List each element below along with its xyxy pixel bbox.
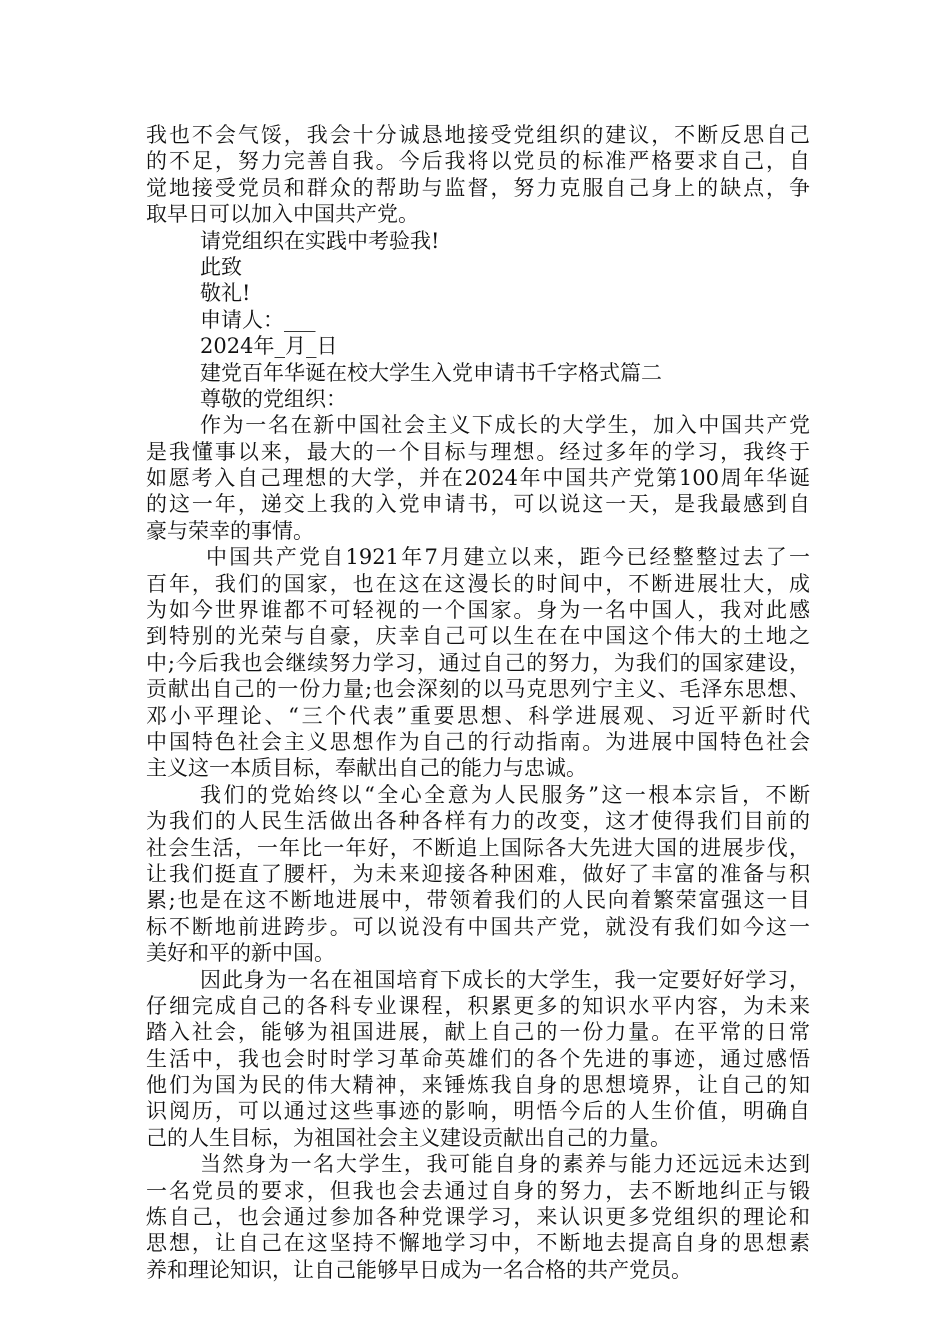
text-line: 养和理论知识，让自己能够早日成为一名合格的共产党员。	[146, 1257, 692, 1282]
paragraph-2	[146, 544, 810, 782]
applicant-line: 申请人：___	[200, 307, 316, 332]
section-title: 建党百年华诞在校大学生入党申请书千字格式篇二	[200, 360, 662, 385]
text-line: 仔细完成自己的各科专业课程，积累更多的知识水平内容，为未来	[146, 993, 810, 1018]
text-line: 他们为国为民的伟大精神，来锤炼我自身的思想境界，让自己的知	[146, 1073, 810, 1098]
text-line: 的不足，努力完善自我。今后我将以党员的标准严格要求自己，自	[146, 149, 810, 174]
text-line: 社会生活，一年比一年好，不断追上国际各大先进大国的进展步伐，	[146, 835, 810, 860]
text-line: 觉地接受党员和群众的帮助与监督，努力克服自己身上的缺点，争	[146, 175, 810, 200]
text-line: 生活中，我也会时时学习革命英雄们的各个先进的事迹，通过感悟	[146, 1046, 810, 1071]
salutation-ci-zhi: 此致	[200, 254, 242, 279]
text-line: 识阅历，可以通过这些事迹的影响，明悟今后的人生价值，明确自	[146, 1099, 810, 1124]
text-line: 己的人生目标，为祖国社会主义建设贡献出自己的力量。	[146, 1125, 671, 1150]
text-line: 思想，让自己在这坚持不懈地学习中，不断地去提高自身的思想素	[146, 1231, 810, 1256]
paragraph-3	[146, 782, 810, 967]
document-body	[146, 122, 810, 1283]
text-line: 标不断地前进跨步。可以说没有中国共产党，就没有我们如今这一	[146, 914, 810, 939]
text-line: 我也不会气馁，我会十分诚恳地接受党组织的建议，不断反思自己	[146, 123, 810, 147]
greeting: 尊敬的党组织：	[200, 386, 347, 411]
text-line: 贡献出自己的一份力量;也会深刻的以马克思列宁主义、毛泽东思想、	[146, 677, 810, 702]
paragraph-4	[146, 967, 810, 1152]
text-line: 踏入社会，能够为祖国进展，献上自己的一份力量。在平常的日常	[146, 1020, 810, 1045]
text-line: 为如今世界谁都不可轻视的一个国家。身为一名中国人，我对此感	[146, 598, 810, 623]
paragraph-closing	[146, 122, 810, 228]
text-line: 让我们挺直了腰杆，为未来迎接各种困难，做好了丰富的准备与积	[146, 861, 810, 886]
text-line: 当然身为一名大学生，我可能自身的素养与能力还远远未达到	[200, 1152, 810, 1177]
text-line: 我们的党始终以“全心全意为人民服务”这一根本宗旨，不断	[200, 782, 810, 807]
salutation-jing-li: 敬礼!	[200, 281, 251, 306]
text-line: 的这一年，递交上我的入党申请书，可以说这一天，是我最感到自	[146, 492, 810, 517]
text-line: 美好和平的新中国。	[146, 941, 335, 966]
text-line: 到特别的光荣与自豪，庆幸自己可以生在在中国这个伟大的土地之	[146, 624, 810, 649]
text-line: 主义这一本质目标，奉献出自己的能力与忠诚。	[146, 756, 587, 781]
text-line: 为我们的人民生活做出各种各样有力的改变，这才使得我们目前的	[146, 809, 810, 834]
text-line: 中国共产党自1921年7月建立以来，距今已经整整过去了一	[206, 545, 810, 570]
text-line: 因此身为一名在祖国培育下成长的大学生，我一定要好好学习，	[200, 967, 810, 992]
text-line: 一名党员的要求，但我也会去通过自身的努力，去不断地纠正与锻	[146, 1178, 810, 1203]
text-line: 炼自己，也会通过参加各种党课学习，来认识更多党组织的理论和	[146, 1205, 810, 1230]
text-line: 如愿考入自己理想的大学，并在2024年中国共产党第100周年华诞	[146, 466, 810, 491]
text-line: 是我懂事以来，最大的一个目标与理想。经过多年的学习，我终于	[146, 439, 810, 464]
text-line: 取早日可以加入中国共产党。	[146, 202, 419, 227]
request-line: 请党组织在实践中考验我!	[200, 228, 440, 253]
text-line: 豪与荣幸的事情。	[146, 518, 314, 543]
text-line: 累;也是在这不断地进展中，带领着我们的人民向着繁荣富强这一目	[146, 888, 810, 913]
text-line: 百年，我们的国家，也在这在这漫长的时间中，不断进展壮大，成	[146, 571, 810, 596]
paragraph-1	[146, 412, 810, 544]
date-line: 2024年_月_日	[200, 334, 338, 359]
paragraph-5	[146, 1151, 810, 1283]
text-line: 中国特色社会主义思想作为自己的行动指南。为进展中国特色社会	[146, 729, 810, 754]
text-line: 作为一名在新中国社会主义下成长的大学生，加入中国共产党	[200, 413, 810, 438]
text-line: 邓小平理论、“三个代表”重要思想、科学进展观、习近平新时代	[146, 703, 810, 728]
text-line: 中;今后我也会继续努力学习，通过自己的努力，为我们的国家建设，	[146, 650, 810, 675]
